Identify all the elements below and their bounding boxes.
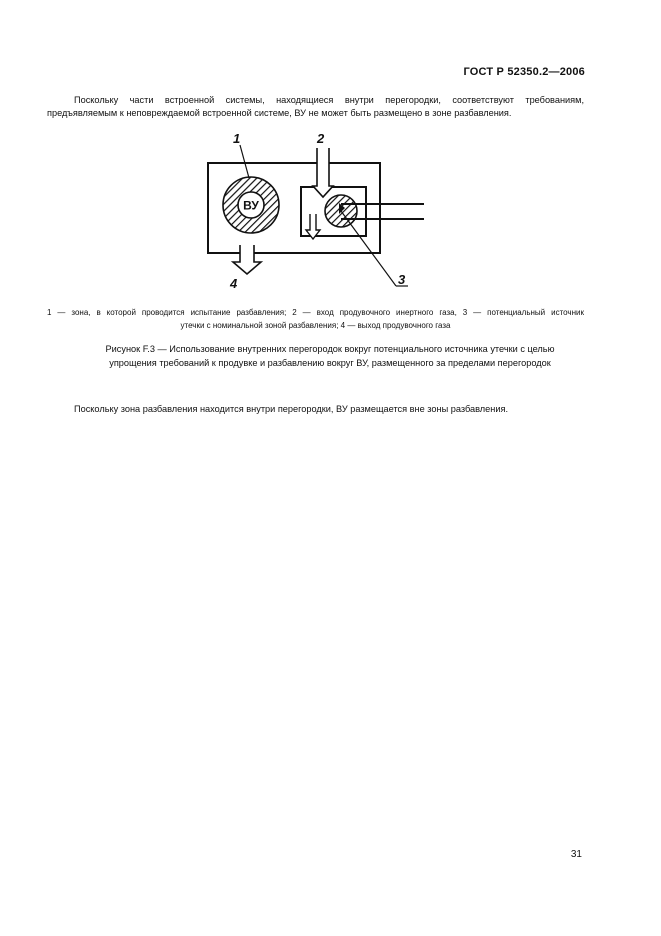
leader-3 [341,211,396,286]
callout-2: 2 [317,131,325,146]
leader-1 [240,145,249,178]
figure-legend-line-2: утечки с номинальной зоной разбавления; 4 — выход продувочного газа [180,321,451,330]
inlet-arrow [313,148,333,197]
paragraph-intro-line-2: предъявляемым к неповреждаемой встроенной системе, ВУ не может быть размещено в зоне разбавления. [47,107,512,118]
paragraph-conclusion: Поскольку зона разбавления находится внутри перегородки, ВУ размещается вне зоны разбавления. [74,404,509,414]
figure-legend-line-1: 1 — зона, в которой проводится испытание разбавления; 2 — вход продувочного инертного газа, 3 — потенциальный источник [47,308,584,317]
document-header: ГОСТ Р 52350.2—2006 [463,66,585,78]
bu-label: ВУ [243,198,259,213]
paragraph-intro [47,94,584,119]
figure-caption [70,342,590,370]
paragraph-intro-line-1: Поскольку части встроенной системы, находящиеся внутри перегородки, соответствуют требованиям, [74,95,584,105]
page-number: 31 [570,849,582,860]
figure-caption-line-2: упрощения требований к продувке и разбавлению вокруг ВУ, размещенного за пределами перегородок [109,358,551,368]
callout-4: 4 [230,276,238,291]
figure-legend [47,306,584,332]
callout-1: 1 [233,131,241,146]
figure-f3-diagram [200,128,440,298]
figure-caption-line-1: Рисунок F.3 — Использование внутренних перегородок вокруг потенциального источника утечки с целью [105,344,555,354]
outlet-arrow [233,245,261,274]
callout-3: 3 [398,272,406,287]
